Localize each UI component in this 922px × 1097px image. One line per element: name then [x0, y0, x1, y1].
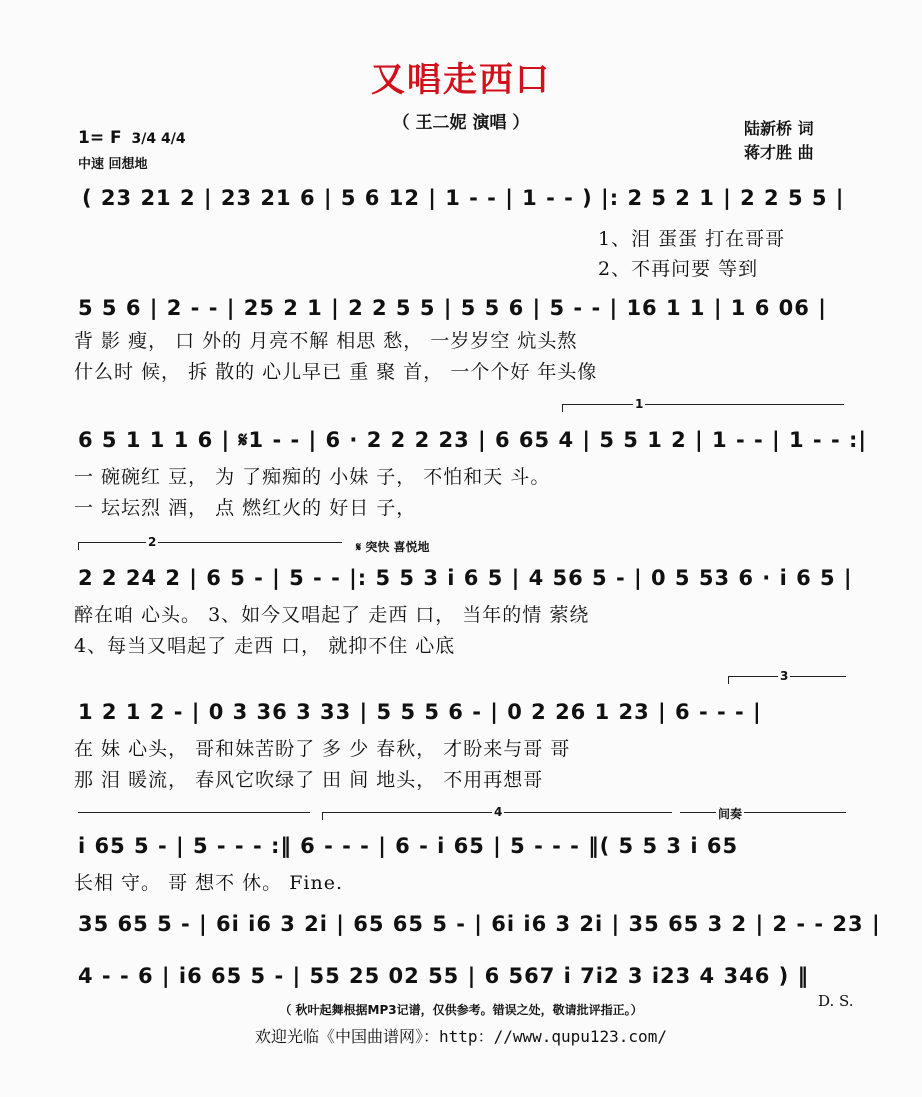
notation-line-8: 4 - - 6 | i6 65 5 - | 55 25 02 55 | 6 567 i 7i2 3 i23 4 346 ) ‖	[78, 964, 810, 988]
volta-2-bracket	[78, 542, 342, 543]
lyrics-line-6: 长相 守。 哥 想不 休。 Fine.	[74, 872, 343, 894]
lyrics-line-1-verse-1: 1、泪 蛋蛋 打在哥哥	[598, 228, 786, 250]
composer-credit: 蒋才胜 曲	[744, 143, 814, 162]
interlude-bracket	[680, 812, 846, 813]
volta-1-bracket	[562, 404, 844, 405]
notation-line-1: ( 23 21 2 | 23 21 6 | 5 6 12 | 1 - - | 1 - - ) |: 2 5 2 1 | 2 2 5 5 |	[82, 186, 845, 210]
ds-mark: D. S.	[818, 992, 854, 1010]
footer-site: 欢迎光临《中国曲谱网》：http：//www.qupu123.com/	[255, 1027, 667, 1046]
lyrics-line-2-verse-1: 背 影 瘦， 口 外的 月亮不解 相思 愁， 一岁岁空 炕头熬	[74, 330, 578, 352]
volta-3-label: 3	[780, 669, 789, 683]
section-b-marking: 𝄋 突快 喜悦地	[356, 540, 430, 554]
notation-line-5: 1 2 1 2 - | 0 3 36 3 33 | 5 5 5 6 - | 0 2 26 1 23 | 6 - - - |	[78, 700, 762, 724]
notation-line-6: i 65 5 - | 5 - - - :‖ 6 - - - | 6 - i 65 | 5 - - - ‖( 5 5 3 i 65	[78, 834, 739, 858]
performer-subtitle: （ 王二妮 演唱 ）	[392, 113, 530, 133]
footer-note: （ 秋叶起舞根据MP3记谱，仅供参考。错误之处，敬请批评指正。）	[279, 1003, 643, 1017]
notation-line-7: 35 65 5 - | 6i i6 3 2i | 65 65 5 - | 6i i6 3 2i | 35 65 3 2 | 2 - - 23 |	[78, 912, 881, 936]
volta-1-tick	[562, 404, 563, 412]
volta-3-continuation	[78, 812, 310, 813]
notation-line-2: 5 5 6 | 2 - - | 25 2 1 | 2 2 5 5 | 5 5 6 | 5 - - | 16 1 1 | 1 6 06 |	[78, 296, 827, 320]
notation-line-3: 6 5 1 1 1 6 | 𝄋1 - - | 6 · 2 2 2 23 | 6 65 4 | 5 5 1 2 | 1 - - | 1 - - :|	[78, 428, 868, 452]
volta-4-label: 4	[494, 805, 503, 819]
lyrics-line-4-verse-2: 4、每当又唱起了 走西 口， 就抑不住 心底	[74, 635, 456, 657]
lyrics-line-1-verse-2: 2、不再问要 等到	[598, 258, 759, 280]
tempo-marking: 中速 回想地	[78, 157, 148, 172]
volta-4-tick	[322, 812, 323, 820]
lyricist-credit: 陆新桥 词	[744, 119, 814, 138]
volta-2-label: 2	[148, 535, 157, 549]
lyrics-line-3-verse-2: 一 坛坛烈 酒， 点 燃红火的 好日 子，	[74, 497, 417, 519]
volta-1-label: 1	[635, 397, 644, 411]
interlude-label: 间奏	[718, 807, 743, 821]
lyrics-line-5-verse-2: 那 泪 暖流， 春风它吹绿了 田 间 地头， 不用再想哥	[74, 769, 544, 791]
song-title: 又唱走西口	[371, 60, 551, 100]
key-signature	[78, 128, 186, 148]
notation-line-4: 2 2 24 2 | 6 5 - | 5 - - |: 5 5 3 i 6 5 | 4 56 5 - | 0 5 53 6 · i 6 5 |	[78, 566, 853, 590]
volta-2-tick	[78, 542, 79, 550]
key-label: 1= F	[78, 128, 122, 148]
lyrics-line-4-verse-1: 醉在咱 心头。 3、如今又唱起了 走西 口， 当年的情 萦绕	[74, 604, 590, 626]
lyrics-line-3-verse-1: 一 碗碗红 豆， 为 了痴痴的 小妹 子， 不怕和天 斗。	[74, 466, 551, 488]
volta-3-tick	[728, 676, 729, 684]
time-signature: 3/4 4/4	[131, 131, 186, 147]
lyrics-line-2-verse-2: 什么时 候， 拆 散的 心儿早已 重 聚 首， 一个个好 年头像	[74, 361, 598, 383]
lyrics-line-5-verse-1: 在 妹 心头， 哥和妹苦盼了 多 少 春秋， 才盼来与哥 哥	[74, 738, 571, 760]
